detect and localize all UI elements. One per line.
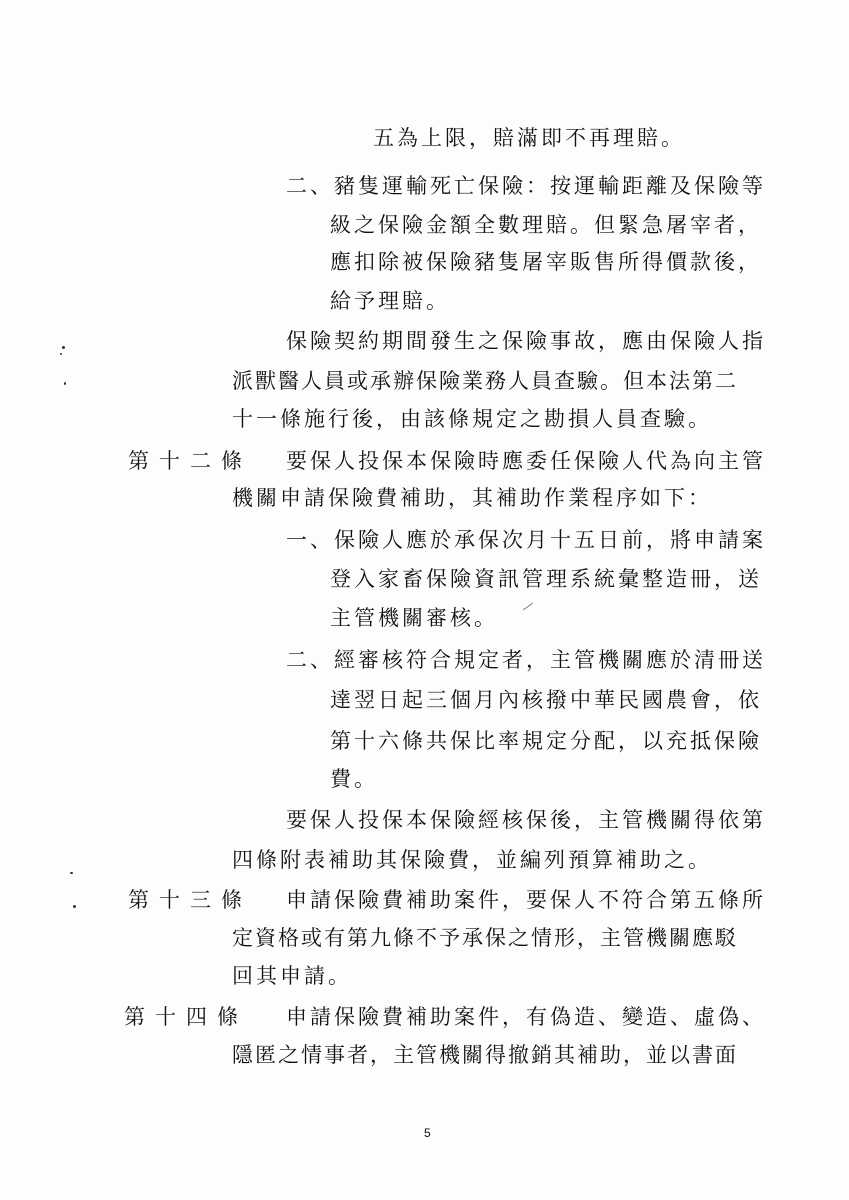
text-line: 應扣除被保險豬隻屠宰販售所得價款後， [330, 250, 762, 274]
scan-speck [70, 872, 73, 874]
text-line: 隱匿之情事者，主管機關得撤銷其補助，並以書面 [232, 1043, 738, 1067]
text-line: 保險契約期間發生之保險事故，應由保險人指 [286, 329, 766, 353]
text-line: 派獸醫人員或承辦保險業務人員查驗。但本法第二 [232, 369, 738, 393]
text-line: 要保人投保本保險時應委任保險人代為向主管 [286, 449, 766, 473]
scan-speck [64, 382, 66, 385]
text-line: 給予理賠。 [330, 289, 450, 313]
text-line: 主管機關審核。 [330, 606, 498, 630]
scan-speck [73, 905, 76, 908]
page-number: 5 [424, 1126, 431, 1140]
text-line: 第十六條共保比率規定分配，以充抵保險 [330, 729, 762, 753]
text-line: 申請保險費補助案件，要保人不符合第五條所 [286, 888, 766, 912]
text-line: 要保人投保本保險經核保後，主管機關得依第 [286, 808, 766, 832]
text-line: 費。 [330, 767, 378, 791]
scan-speck [60, 353, 62, 355]
text-line: 二、豬隻運輸死亡保險：按運輸距離及保險等 [286, 174, 766, 198]
text-line: 二、經審核符合規定者，主管機關應於清冊送 [286, 648, 766, 672]
text-line: 定資格或有第九條不予承保之情形，主管機關應駁 [232, 926, 738, 950]
text-line: 級之保險金額全數理賠。但緊急屠宰者， [330, 213, 762, 237]
article-label: 第十四條 [124, 1005, 248, 1029]
text-line: 回其申請。 [232, 964, 352, 988]
text-line: 四條附表補助其保險費，並編列預算補助之。 [232, 848, 712, 872]
text-line: 達翌日起三個月內核撥中華民國農會，依 [330, 688, 762, 712]
article-label: 第十二條 [128, 449, 252, 473]
text-line: 十一條施行後，由該條規定之勘損人員查驗。 [232, 407, 712, 431]
scan-speck [523, 603, 533, 611]
article-label: 第十三條 [128, 888, 252, 912]
text-line: 申請保險費補助案件，有偽造、變造、虛偽、 [286, 1005, 766, 1029]
scan-speck [62, 346, 65, 349]
text-line: 登入家畜保險資訊管理系統彙整造冊，送 [330, 567, 762, 591]
text-line: 機關申請保險費補助，其補助作業程序如下： [232, 486, 712, 510]
text-line: 五為上限，賠滿即不再理賠。 [373, 126, 685, 150]
text-line: 一、保險人應於承保次月十五日前，將申請案 [286, 528, 766, 552]
